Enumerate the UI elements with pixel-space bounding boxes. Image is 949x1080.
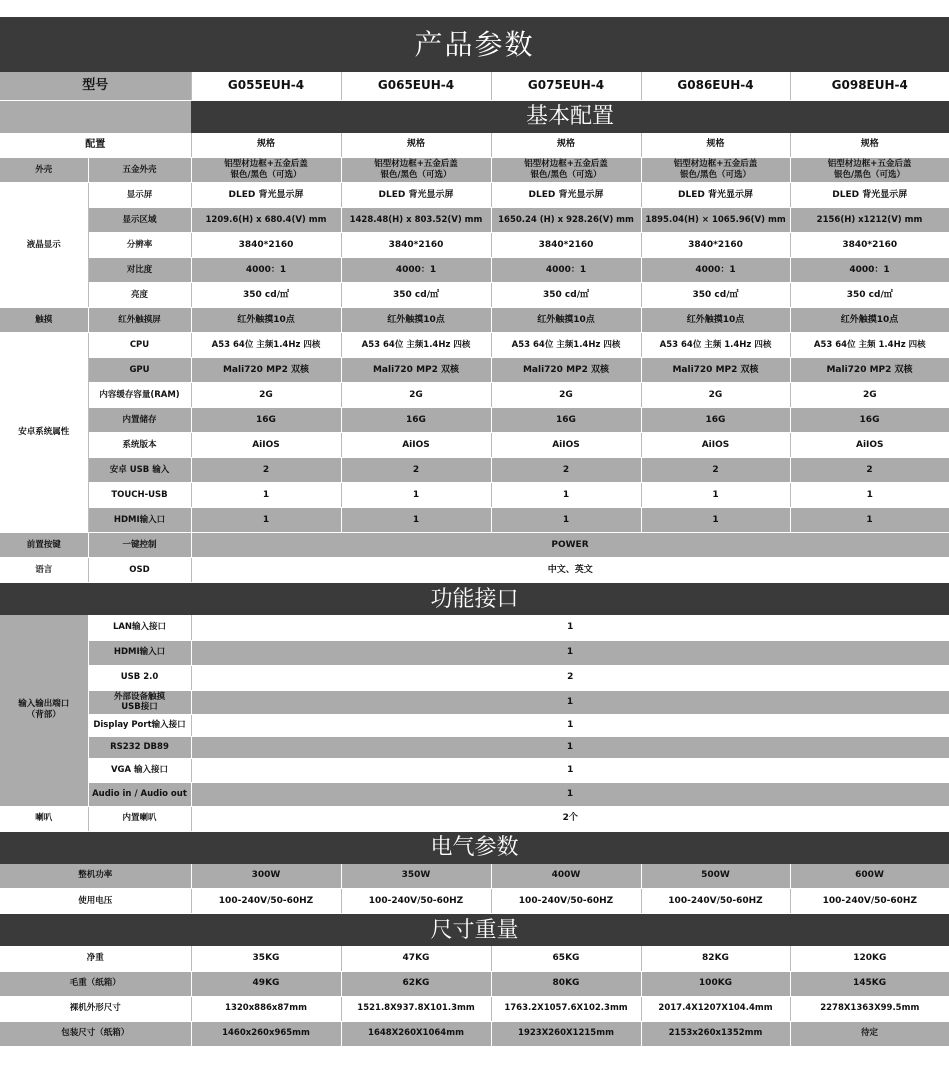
shell-value: 铝型材边框+五金后盖 银色/黑色（可选） <box>641 158 790 183</box>
table-cell: 1 <box>191 690 949 714</box>
page-title: 产品参数 <box>0 17 949 72</box>
row-label: Display Port输入接口 <box>88 714 191 736</box>
section-title-size: 尺寸重量 <box>0 914 949 947</box>
table-cell: 400W <box>491 864 641 889</box>
spec-label: 规格 <box>790 133 949 158</box>
table-cell: 1763.2X1057.6X102.3mm <box>491 996 641 1021</box>
table-cell: 16G <box>641 408 790 433</box>
spec-label: 规格 <box>191 133 341 158</box>
config-label: 配置 <box>0 133 191 158</box>
table-cell: 1 <box>191 508 341 533</box>
group-lcd: 液晶显示 <box>0 183 88 308</box>
table-cell: 2017.4X1207X104.4mm <box>641 996 790 1021</box>
table-cell: 2 <box>191 458 341 483</box>
section-title-interfaces: 功能接口 <box>0 583 949 616</box>
spec-sheet <box>0 17 949 1047</box>
table-cell: 1 <box>641 508 790 533</box>
table-cell: 62KG <box>341 971 491 996</box>
row-label: 外部设备触摸 USB接口 <box>88 690 191 714</box>
table-cell: 4000：1 <box>790 258 949 283</box>
table-cell: 1428.48(H) x 803.52(V) mm <box>341 208 491 233</box>
table-cell: 300W <box>191 864 341 889</box>
table-cell: AiIOS <box>191 433 341 458</box>
table-cell: 4000：1 <box>191 258 341 283</box>
spec-table <box>0 17 949 1047</box>
table-cell: AiIOS <box>790 433 949 458</box>
shell-value: 铝型材边框+五金后盖 银色/黑色（可选） <box>191 158 341 183</box>
table-cell: 3840*2160 <box>641 233 790 258</box>
row-label: 显示区域 <box>88 208 191 233</box>
table-cell: 待定 <box>790 1021 949 1046</box>
table-cell: 1 <box>191 782 949 806</box>
group-android: 安卓系统属性 <box>0 333 88 533</box>
row-label: LAN输入接口 <box>88 615 191 640</box>
table-cell: 350W <box>341 864 491 889</box>
table-cell: A53 64位 主频 1.4Hz 四核 <box>641 333 790 358</box>
table-cell: 2G <box>341 383 491 408</box>
table-cell: 2 <box>341 458 491 483</box>
group-front-key: 前置按键 <box>0 533 88 558</box>
table-cell: 3840*2160 <box>790 233 949 258</box>
row-label: 整机功率 <box>0 864 191 889</box>
row-label: 内容缓存容量(RAM) <box>88 383 191 408</box>
table-cell: 65KG <box>491 946 641 971</box>
table-cell: A53 64位 主频1.4Hz 四核 <box>491 333 641 358</box>
shell-value: 铝型材边框+五金后盖 银色/黑色（可选） <box>790 158 949 183</box>
spec-label: 规格 <box>491 133 641 158</box>
table-cell: 4000：1 <box>491 258 641 283</box>
section-title-electrical: 电气参数 <box>0 831 949 864</box>
table-cell: 2278X1363X99.5mm <box>790 996 949 1021</box>
table-cell: 82KG <box>641 946 790 971</box>
model-name: G086EUH-4 <box>641 72 790 100</box>
table-cell: 2G <box>191 383 341 408</box>
table-cell: A53 64位 主频 1.4Hz 四核 <box>790 333 949 358</box>
table-cell: 100-240V/50-60HZ <box>191 889 341 914</box>
table-cell: 1 <box>191 483 341 508</box>
shell-value: 铝型材边框+五金后盖 银色/黑色（可选） <box>341 158 491 183</box>
row-label: OSD <box>88 558 191 583</box>
row-label: 红外触摸屏 <box>88 308 191 333</box>
table-cell: 1 <box>341 483 491 508</box>
table-cell: 350 cd/㎡ <box>790 283 949 308</box>
table-cell: 红外触摸10点 <box>790 308 949 333</box>
table-cell: AiIOS <box>641 433 790 458</box>
table-cell: 红外触摸10点 <box>641 308 790 333</box>
model-name: G065EUH-4 <box>341 72 491 100</box>
table-cell: DLED 背光显示屏 <box>641 183 790 208</box>
table-cell: Mali720 MP2 双核 <box>790 358 949 383</box>
row-label: GPU <box>88 358 191 383</box>
row-label: HDMI输入口 <box>88 508 191 533</box>
table-cell: 35KG <box>191 946 341 971</box>
table-cell: Mali720 MP2 双核 <box>341 358 491 383</box>
table-cell: 16G <box>191 408 341 433</box>
table-cell: 1 <box>641 483 790 508</box>
table-cell: 2153x260x1352mm <box>641 1021 790 1046</box>
row-label: 毛重（纸箱） <box>0 971 191 996</box>
table-cell: 2156(H) x1212(V) mm <box>790 208 949 233</box>
table-cell: 红外触摸10点 <box>341 308 491 333</box>
table-cell: 350 cd/㎡ <box>191 283 341 308</box>
group-io-ports: 输入输出端口 （背部） <box>0 615 88 806</box>
table-cell: 3840*2160 <box>491 233 641 258</box>
table-cell: 2 <box>491 458 641 483</box>
table-cell: 100-240V/50-60HZ <box>641 889 790 914</box>
table-cell: DLED 背光显示屏 <box>341 183 491 208</box>
table-cell: 1 <box>491 483 641 508</box>
table-cell: 2 <box>790 458 949 483</box>
table-cell: 80KG <box>491 971 641 996</box>
spec-label: 规格 <box>341 133 491 158</box>
row-label: 分辨率 <box>88 233 191 258</box>
table-cell: 中文、英文 <box>191 558 949 583</box>
table-cell: DLED 背光显示屏 <box>790 183 949 208</box>
table-cell: 1460x260x965mm <box>191 1021 341 1046</box>
row-label: Audio in / Audio out <box>88 782 191 806</box>
shell-value: 铝型材边框+五金后盖 银色/黑色（可选） <box>491 158 641 183</box>
table-cell: Mali720 MP2 双核 <box>641 358 790 383</box>
group-touch: 触摸 <box>0 308 88 333</box>
model-label: 型号 <box>0 72 191 100</box>
table-cell: 500W <box>641 864 790 889</box>
table-cell: 145KG <box>790 971 949 996</box>
table-cell: Mali720 MP2 双核 <box>491 358 641 383</box>
row-label: VGA 输入接口 <box>88 758 191 782</box>
row-label: 裸机外形尺寸 <box>0 996 191 1021</box>
table-cell: 1 <box>790 483 949 508</box>
table-cell: 120KG <box>790 946 949 971</box>
table-cell: 100-240V/50-60HZ <box>491 889 641 914</box>
table-cell: 1 <box>191 758 949 782</box>
table-cell: 4000：1 <box>341 258 491 283</box>
table-cell: 1 <box>191 640 949 665</box>
table-cell: 1 <box>341 508 491 533</box>
table-cell: 1 <box>191 714 949 736</box>
row-label: CPU <box>88 333 191 358</box>
group-language: 语言 <box>0 558 88 583</box>
row-label: TOUCH-USB <box>88 483 191 508</box>
row-label: 内置储存 <box>88 408 191 433</box>
row-label: 净重 <box>0 946 191 971</box>
table-cell: 1521.8X937.8X101.3mm <box>341 996 491 1021</box>
group-shell: 外壳 <box>0 158 88 183</box>
row-label: USB 2.0 <box>88 665 191 690</box>
model-name: G055EUH-4 <box>191 72 341 100</box>
table-cell: DLED 背光显示屏 <box>191 183 341 208</box>
table-cell: 1209.6(H) x 680.4(V) mm <box>191 208 341 233</box>
table-cell: 红外触摸10点 <box>191 308 341 333</box>
table-cell: 1650.24 (H) x 928.26(V) mm <box>491 208 641 233</box>
table-cell: 350 cd/㎡ <box>641 283 790 308</box>
section-title-basic: 基本配置 <box>191 100 949 133</box>
row-label: 显示屏 <box>88 183 191 208</box>
row-label: 安卓 USB 输入 <box>88 458 191 483</box>
table-cell: 100KG <box>641 971 790 996</box>
table-cell: 2G <box>641 383 790 408</box>
row-label: 内置喇叭 <box>88 806 191 831</box>
row-label: 系统版本 <box>88 433 191 458</box>
table-cell: 1923X260X1215mm <box>491 1021 641 1046</box>
table-cell: 1 <box>191 615 949 640</box>
row-label: RS232 DB89 <box>88 736 191 758</box>
table-cell: 2G <box>790 383 949 408</box>
table-cell: 1 <box>491 508 641 533</box>
table-cell: AiIOS <box>491 433 641 458</box>
table-cell: 47KG <box>341 946 491 971</box>
table-cell: Mali720 MP2 双核 <box>191 358 341 383</box>
table-cell: 2个 <box>191 806 949 831</box>
row-label: 五金外壳 <box>88 158 191 183</box>
table-cell: 2 <box>641 458 790 483</box>
table-cell: A53 64位 主频1.4Hz 四核 <box>191 333 341 358</box>
table-cell: 100-240V/50-60HZ <box>341 889 491 914</box>
table-cell: 1648X260X1064mm <box>341 1021 491 1046</box>
table-cell: 16G <box>341 408 491 433</box>
table-cell: 600W <box>790 864 949 889</box>
table-cell: 3840*2160 <box>191 233 341 258</box>
table-cell: A53 64位 主频1.4Hz 四核 <box>341 333 491 358</box>
table-cell: 100-240V/50-60HZ <box>790 889 949 914</box>
spec-label: 规格 <box>641 133 790 158</box>
table-cell: 350 cd/㎡ <box>491 283 641 308</box>
table-cell: 1895.04(H) × 1065.96(V) mm <box>641 208 790 233</box>
table-cell: 16G <box>491 408 641 433</box>
section-bar-spacer <box>0 100 191 133</box>
model-name: G075EUH-4 <box>491 72 641 100</box>
table-cell: 4000：1 <box>641 258 790 283</box>
table-cell: 2 <box>191 665 949 690</box>
table-cell: DLED 背光显示屏 <box>491 183 641 208</box>
table-cell: 1 <box>790 508 949 533</box>
table-cell: 350 cd/㎡ <box>341 283 491 308</box>
row-label: 一键控制 <box>88 533 191 558</box>
table-cell: 2G <box>491 383 641 408</box>
row-label: 包装尺寸（纸箱） <box>0 1021 191 1046</box>
table-cell: 红外触摸10点 <box>491 308 641 333</box>
group-speaker: 喇叭 <box>0 806 88 831</box>
table-cell: 16G <box>790 408 949 433</box>
table-cell: 1320x886x87mm <box>191 996 341 1021</box>
row-label: 使用电压 <box>0 889 191 914</box>
row-label: HDMI输入口 <box>88 640 191 665</box>
table-cell: 49KG <box>191 971 341 996</box>
table-cell: 1 <box>191 736 949 758</box>
table-cell: POWER <box>191 533 949 558</box>
table-cell: 3840*2160 <box>341 233 491 258</box>
row-label: 亮度 <box>88 283 191 308</box>
model-name: G098EUH-4 <box>790 72 949 100</box>
row-label: 对比度 <box>88 258 191 283</box>
table-cell: AiIOS <box>341 433 491 458</box>
